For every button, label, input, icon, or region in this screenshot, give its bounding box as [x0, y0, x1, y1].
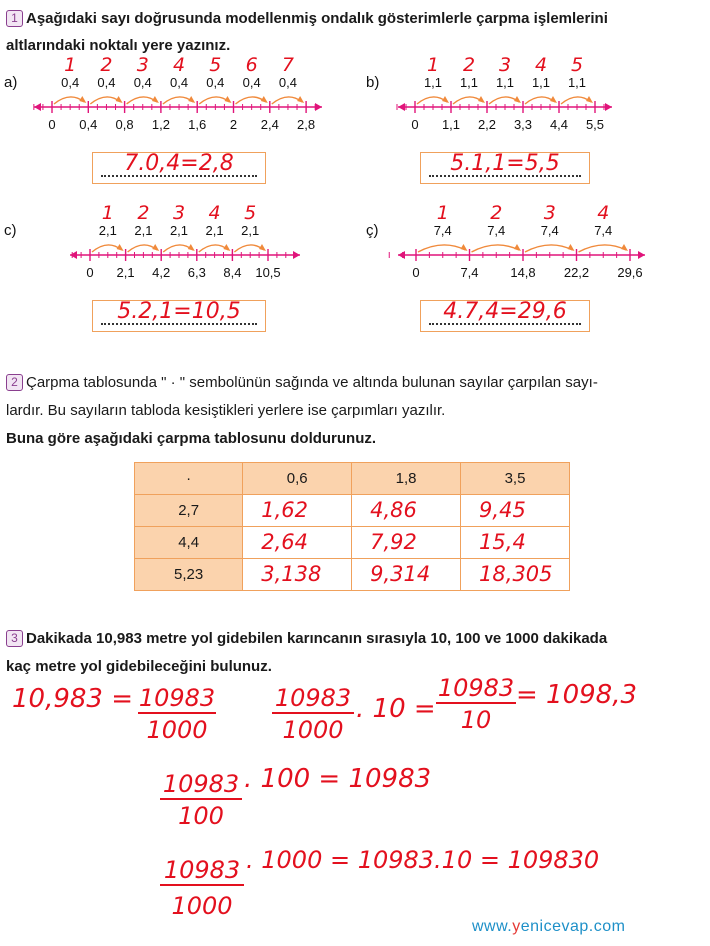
- axis-arrow-right: [638, 251, 645, 259]
- step-label: 7,4: [594, 223, 613, 238]
- question-number-badge: 3: [6, 630, 23, 647]
- q2-instruction: Buna göre aşağıdaki çarpma tablosunu doldurunuz.: [6, 430, 377, 447]
- step-label: 1,1: [531, 75, 551, 90]
- step3-rest: . 1000 = 10983.10 = 109830: [246, 846, 600, 874]
- part-label: a): [4, 74, 18, 91]
- step-count: 2: [137, 202, 150, 224]
- table-row-header: 2,7: [135, 495, 243, 527]
- axis-arrow-right: [315, 103, 322, 111]
- step-label: 1,1: [495, 75, 515, 90]
- q3-text-line1: Dakikada 10,983 metre yol gidebilen karıncanın sırasıyla 10, 100 ve 1000 dakikada: [26, 630, 608, 647]
- part-label: c): [4, 222, 17, 239]
- jump-arc: [579, 245, 627, 252]
- answer-box-d: [420, 300, 590, 332]
- multiplication-table: [134, 462, 570, 591]
- tick-label: 4,4: [549, 117, 569, 132]
- answer-box-b: [420, 152, 590, 184]
- table-cell: 3,138: [243, 559, 352, 591]
- tick-label: 29,6: [617, 265, 643, 280]
- step-count: 3: [172, 202, 186, 224]
- number-line-svg: [0, 52, 340, 137]
- table-col-header: 3,5: [461, 463, 570, 495]
- jump-arrowhead: [259, 244, 266, 251]
- step-count: 1: [64, 54, 77, 76]
- tick-label: 3,3: [513, 117, 533, 132]
- step-label: 2,1: [169, 223, 189, 238]
- tick-label: 0: [86, 265, 94, 280]
- answer-box-a: [92, 152, 266, 184]
- step-label: 1,1: [423, 75, 443, 90]
- axis-arrow-left: [398, 103, 405, 111]
- step-count: 4: [208, 202, 221, 224]
- jump-arrowhead: [79, 96, 86, 103]
- site-watermark[interactable]: www.yenicevap.com: [472, 918, 626, 935]
- table-corner: ·: [135, 463, 243, 495]
- jump-arc: [418, 245, 466, 252]
- tick-label: 0: [411, 117, 419, 132]
- step-count: 1: [426, 54, 440, 76]
- jump-arrowhead: [261, 96, 268, 103]
- step-label: 2,1: [98, 223, 117, 238]
- tick-label: 0,8: [115, 117, 134, 132]
- question-number-badge: 1: [6, 10, 23, 27]
- step1-result: = 1098,3: [516, 680, 638, 710]
- step-count: 5: [570, 54, 584, 76]
- axis-arrow-left: [398, 251, 405, 259]
- jump-arrowhead: [514, 96, 521, 103]
- question-number-badge: 2: [6, 374, 23, 391]
- step-count: 1: [436, 202, 449, 224]
- step-count: 4: [534, 54, 548, 76]
- step-label: 0,4: [170, 75, 189, 90]
- step2-rest: . 100 = 10983: [244, 764, 432, 794]
- tick-label: 2,4: [260, 117, 279, 132]
- step-label: 7,4: [540, 223, 559, 238]
- tick-label: 1,1: [441, 117, 461, 132]
- jump-arrowhead: [478, 96, 485, 103]
- step-count: 2: [490, 202, 503, 224]
- step-label: 2,1: [241, 223, 260, 238]
- step-label: 0,4: [242, 75, 261, 90]
- step1-denominator: 1000: [282, 716, 344, 744]
- tick-label: 5,5: [585, 117, 605, 132]
- jump-arc: [525, 245, 573, 252]
- step1-numerator: 10983: [272, 684, 354, 714]
- jump-arrowhead: [568, 244, 575, 251]
- jump-arrowhead: [117, 244, 124, 251]
- step2-denominator: 100: [178, 802, 224, 830]
- q1-text-line1: Aşağıdaki sayı doğrusunda modellenmiş ondalık gösterimlerle çarpma işlemlerini: [26, 10, 608, 27]
- table-cell: 2,64: [243, 527, 352, 559]
- tick-label: 7,4: [460, 265, 479, 280]
- step3-denominator: 1000: [171, 892, 233, 920]
- axis-arrow-right: [605, 103, 612, 111]
- step-count: 6: [245, 54, 258, 76]
- step-count: 2: [462, 54, 476, 76]
- step-count: 5: [244, 202, 257, 224]
- table-cell: 15,4: [461, 527, 570, 559]
- step-label: 0,4: [97, 75, 116, 90]
- jump-arrowhead: [152, 96, 159, 103]
- number-line-a: [0, 52, 340, 137]
- number-line-c: [0, 200, 340, 285]
- tick-label: 0: [48, 117, 56, 132]
- jump-arrowhead: [188, 244, 195, 251]
- table-cell: 4,86: [352, 495, 461, 527]
- answer-b: 5.1,1=5,5: [450, 151, 560, 176]
- part-label: b): [366, 74, 380, 91]
- answer-a: 7.0,4=2,8: [124, 151, 234, 176]
- table-cell: 7,92: [352, 527, 461, 559]
- tick-label: 1,6: [188, 117, 207, 132]
- table-row: [135, 559, 570, 591]
- tick-label: 0: [412, 265, 420, 280]
- q3-text-line2: kaç metre yol gidebileceğini bulunuz.: [6, 658, 272, 675]
- tick-label: 14,8: [510, 265, 536, 280]
- tick-label: 10,5: [255, 265, 281, 280]
- q1-prompt: [6, 10, 706, 27]
- step-label: 1,1: [567, 75, 587, 90]
- tick-label: 2,8: [297, 117, 316, 132]
- step-count: 4: [173, 54, 186, 76]
- jump-arrowhead: [442, 96, 449, 103]
- axis-arrow-right: [293, 251, 300, 259]
- table-cell: 18,305: [461, 559, 570, 591]
- jump-arrowhead: [116, 96, 123, 103]
- step-count: 7: [281, 54, 294, 76]
- axis-arrow-left: [70, 251, 77, 259]
- jump-arrowhead: [621, 244, 628, 251]
- step-count: 5: [209, 54, 222, 76]
- table-cell: 1,62: [243, 495, 352, 527]
- frac1-numerator: 10983: [138, 684, 216, 712]
- step-label: 0,4: [61, 75, 80, 90]
- jump-arrowhead: [225, 96, 232, 103]
- jump-arrowhead: [297, 96, 304, 103]
- tick-label: 1,2: [151, 117, 170, 132]
- step1-mult: . 10 =: [356, 694, 436, 724]
- jump-arrowhead: [514, 244, 521, 251]
- q3-prompt: [6, 630, 710, 647]
- step-label: 1,1: [459, 75, 479, 90]
- number-line-svg: [0, 200, 340, 285]
- step3-numerator: 10983: [160, 856, 244, 886]
- q1-text-line2: altlarındaki noktalı yere yazınız.: [6, 37, 231, 54]
- step1-result-denominator: 10: [460, 706, 492, 734]
- step-label: 2,1: [134, 223, 153, 238]
- jump-arrowhead: [152, 244, 159, 251]
- work-lhs: 10,983 =: [12, 684, 134, 714]
- frac1-denominator: 1000: [146, 716, 208, 744]
- axis-arrow-left: [34, 103, 41, 111]
- step-count: 4: [597, 202, 610, 224]
- answer-d: 4.7,4=29,6: [443, 299, 567, 324]
- jump-arrowhead: [461, 244, 468, 251]
- jump-arrowhead: [223, 244, 230, 251]
- table-cell: 9,314: [352, 559, 461, 591]
- step-label: 0,4: [206, 75, 225, 90]
- jump-arrowhead: [550, 96, 557, 103]
- tick-label: 2,1: [116, 265, 135, 280]
- step-label: 7,4: [433, 223, 452, 238]
- step-count: 1: [101, 202, 114, 224]
- q2-text-line1: Çarpma tablosunda " · " sembolünün sağında ve altında bulunan sayılar çarpılan sayı-: [26, 374, 598, 391]
- q2-text-line2: lardır. Bu sayıların tabloda kesiştikleri yerlere ise çarpımları yazılır.: [6, 402, 446, 419]
- number-line-b: [360, 52, 710, 137]
- step2-numerator: 10983: [160, 770, 242, 800]
- number-line-svg: [360, 52, 710, 137]
- tick-label: 4,2: [152, 265, 171, 280]
- step-count: 3: [543, 202, 556, 224]
- tick-label: 22,2: [563, 265, 590, 280]
- step-label: 2,1: [205, 223, 224, 238]
- answer-c: 5.2,1=10,5: [117, 299, 241, 324]
- jump-arrowhead: [586, 96, 593, 103]
- table-cell: 9,45: [461, 495, 570, 527]
- step1-result-numerator: 10983: [437, 674, 515, 702]
- tick-label: 2: [229, 117, 238, 132]
- step-count: 2: [100, 54, 113, 76]
- number-line-d: [360, 200, 710, 285]
- tick-label: 6,3: [187, 265, 206, 280]
- answer-box-c: [92, 300, 266, 332]
- tick-label: 8,4: [223, 265, 242, 280]
- tick-label: 0,4: [79, 117, 98, 132]
- part-label: ç): [366, 222, 379, 239]
- step-count: 3: [136, 54, 149, 76]
- q2-prompt: [6, 374, 706, 391]
- jump-arc: [472, 245, 520, 252]
- table-row-header: 5,23: [135, 559, 243, 591]
- jump-arrowhead: [188, 96, 195, 103]
- step-label: 0,4: [133, 75, 152, 90]
- table-row: [135, 527, 570, 559]
- step-label: 0,4: [278, 75, 297, 90]
- step-count: 3: [498, 54, 512, 76]
- table-col-header: 0,6: [243, 463, 352, 495]
- table-row: [135, 495, 570, 527]
- step-label: 7,4: [487, 223, 506, 238]
- table-row-header: 4,4: [135, 527, 243, 559]
- table-col-header: 1,8: [352, 463, 461, 495]
- number-line-svg: [360, 200, 710, 285]
- tick-label: 2,2: [477, 117, 497, 132]
